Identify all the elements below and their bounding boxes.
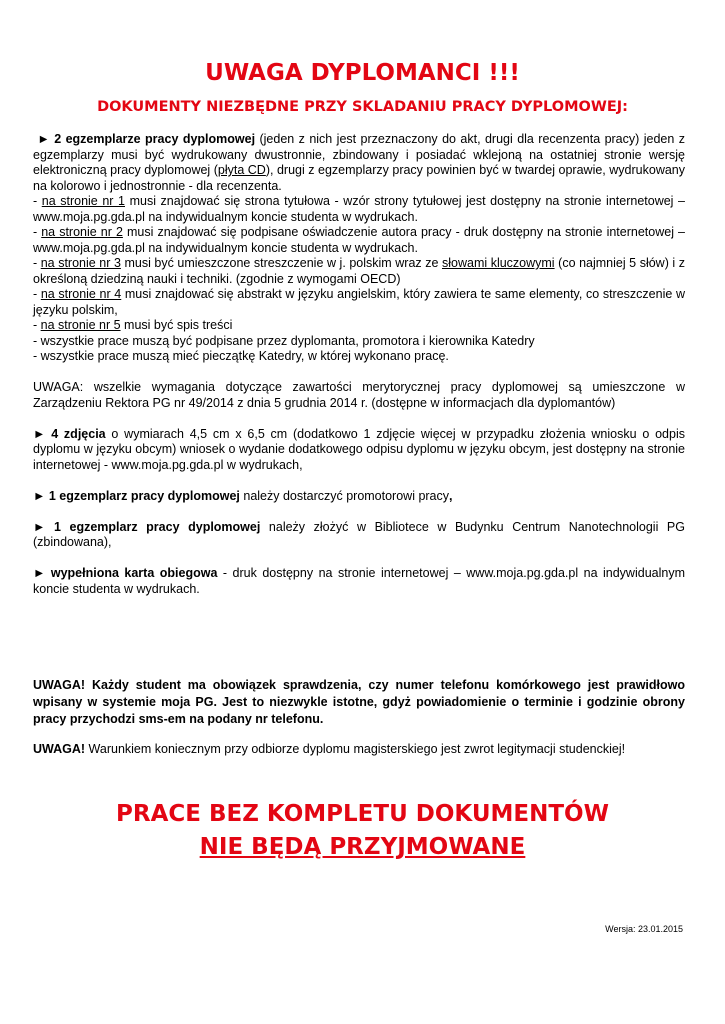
bullet-arrow-icon: ►: [33, 566, 46, 580]
document-body: [33, 132, 685, 597]
item-bold: 2 egzemplarze pracy dyplomowej: [54, 132, 256, 146]
closing-title-line2: NIE BĘDĄ PRZYJMOWANE: [199, 834, 526, 860]
bullet-arrow-icon: ►: [33, 488, 46, 503]
item-photos: ► 4 zdjęcia o wymiarach 4,5 cm x 6,5 cm (dodatkowo 1 zdjęcie więcej w przypadku złożenia wniosku o odpis dyplomu w języku obcym) wniosek o wydanie dodatkowego odpisu dyplomu w języku obcym, jest dostępny na stronie internetowej - www.moja.pg.gda.pl w wydrukach,: [33, 426, 685, 472]
closing-title-line1: PRACE BEZ KOMPLETU DOKUMENTÓW: [116, 801, 609, 827]
page-rule-3: - na stronie nr 3 musi być umieszczone streszczenie w j. polskim wraz ze słowami kluczowymi (co najmniej 5 słów) i z określoną dziedziną nauki i techniki. (zgodnie z wymogami OECD): [33, 256, 685, 286]
bullet-arrow-icon: ►: [33, 426, 46, 441]
page-subtitle: DOKUMENTY NIEZBĘDNE PRZY SKLADANIU PRACY DYPLOMOWEJ:: [97, 99, 628, 115]
underlined-text: płyta CD: [217, 163, 266, 177]
page-rule-5: - na stronie nr 5 musi być spis treści: [33, 318, 233, 332]
page-rule-4: - na stronie nr 4 musi znajdować się abstrakt w języku angielskim, który zawiera te same elementy, co streszczenie w języku polskim,: [33, 287, 685, 317]
item-clearance-card: ► wypełniona karta obiegowa - druk dostępny na stronie internetowej – www.moja.pg.gda.pl na indywidualnym koncie studenta w wydrukach.: [33, 566, 685, 596]
version-label: Wersja: 23.01.2015: [605, 924, 683, 934]
bullet-arrow-icon: ►: [33, 519, 46, 534]
stamp-rule: - wszystkie prace muszą mieć pieczątkę Katedry, w której wykonano pracę.: [33, 349, 449, 363]
warning-student-id: UWAGA! Warunkiem koniecznym przy odbiorze dyplomu magisterskiego jest zwrot legitymacji studenckiej!: [33, 742, 626, 756]
bullet-arrow-icon: ►: [37, 132, 50, 146]
page-rule-2: - na stronie nr 2 musi znajdować się podpisane oświadczenie autora pracy - druk dostępny na stronie internetowej – www.moja.pg.gda.pl na indywidualnym koncie studenta w wydrukach.: [33, 225, 685, 255]
warning-phone: UWAGA! Każdy student ma obowiązek sprawdzenia, czy numer telefonu komórkowego jest prawidłowo wpisany w systemie moja PG. Jest to niezwykle istotne, gdyż powiadomienie o terminie i godzinie obrony pracy przychodzi sms-em na podany nr telefonu.: [33, 678, 685, 726]
page-rule-1: - na stronie nr 1 musi znajdować się strona tytułowa - wzór strony tytułowej jest dostępny na stronie internetowej – www.moja.pg.gda.pl na indywidualnym koncie studenta w wydrukach.: [33, 194, 685, 224]
item-copy-promoter: ► 1 egzemplarz pracy dyplomowej należy dostarczyć promotorowi pracy,: [33, 488, 453, 503]
item-copy-library: ► 1 egzemplarz pracy dyplomowej należy złożyć w Bibliotece w Budynku Centrum Nanotechnologii PG (zbindowana),: [33, 519, 685, 549]
item-thesis-copies: ► 2 egzemplarze pracy dyplomowej (jeden z nich jest przeznaczony do akt, drugi dla recenzenta pracy) jeden z egzemplarzy musi być wydrukowany dwustronnie, zbindowany i posiadać wklejoną na ostatniej stronie wersję elektroniczną pracy dyplomowej (płyta CD), drugi z egzemplarzy pracy powinien być w twardej oprawie, wydrukowany na kolorowo i jednostronnie - dla recenzenta. - na stronie nr 1 musi znajdować się strona tytułowa - wzór strony tytułowej jest dostępny na stronie internetowej – www.moja.pg.gda.pl na indywidualnym koncie studenta w wydrukach. - na stronie nr 2 musi znajdować się podpisane oświadczenie autora pracy - druk dostępny na stronie internetowej – www.moja.pg.gda.pl na indywidualnym koncie studenta w wydrukach. - na stronie nr 3 musi być umieszczone streszczenie w j. polskim wraz ze słowami kluczowymi (co najmniej 5 słów) i z określoną dziedziną nauki i techniki. (zgodnie z wymogami OECD) - na stronie nr 4 musi znajdować się abstrakt w języku angielskim, który zawiera te same elementy, co streszczenie w języku polskim, - na stronie nr 5 musi być spis treści - wszystkie prace muszą być podpisane przez dyplomanta, promotora i kierownika Katedry - wszystkie prace muszą mieć pieczątkę Katedry, w której wykonano pracę.: [33, 132, 685, 363]
note-regulations: UWAGA: wszelkie wymagania dotyczące zawartości merytorycznej pracy dyplomowej są umieszczone w Zarządzeniu Rektora PG nr 49/2014 z dnia 5 grudnia 2014 r. (dostępne w informacjach dla dyplomantów): [33, 380, 685, 410]
page-title: UWAGA DYPLOMANCI !!!: [205, 60, 520, 86]
signature-rule: - wszystkie prace muszą być podpisane przez dyplomanta, promotora i kierownika Katedry: [33, 333, 535, 348]
